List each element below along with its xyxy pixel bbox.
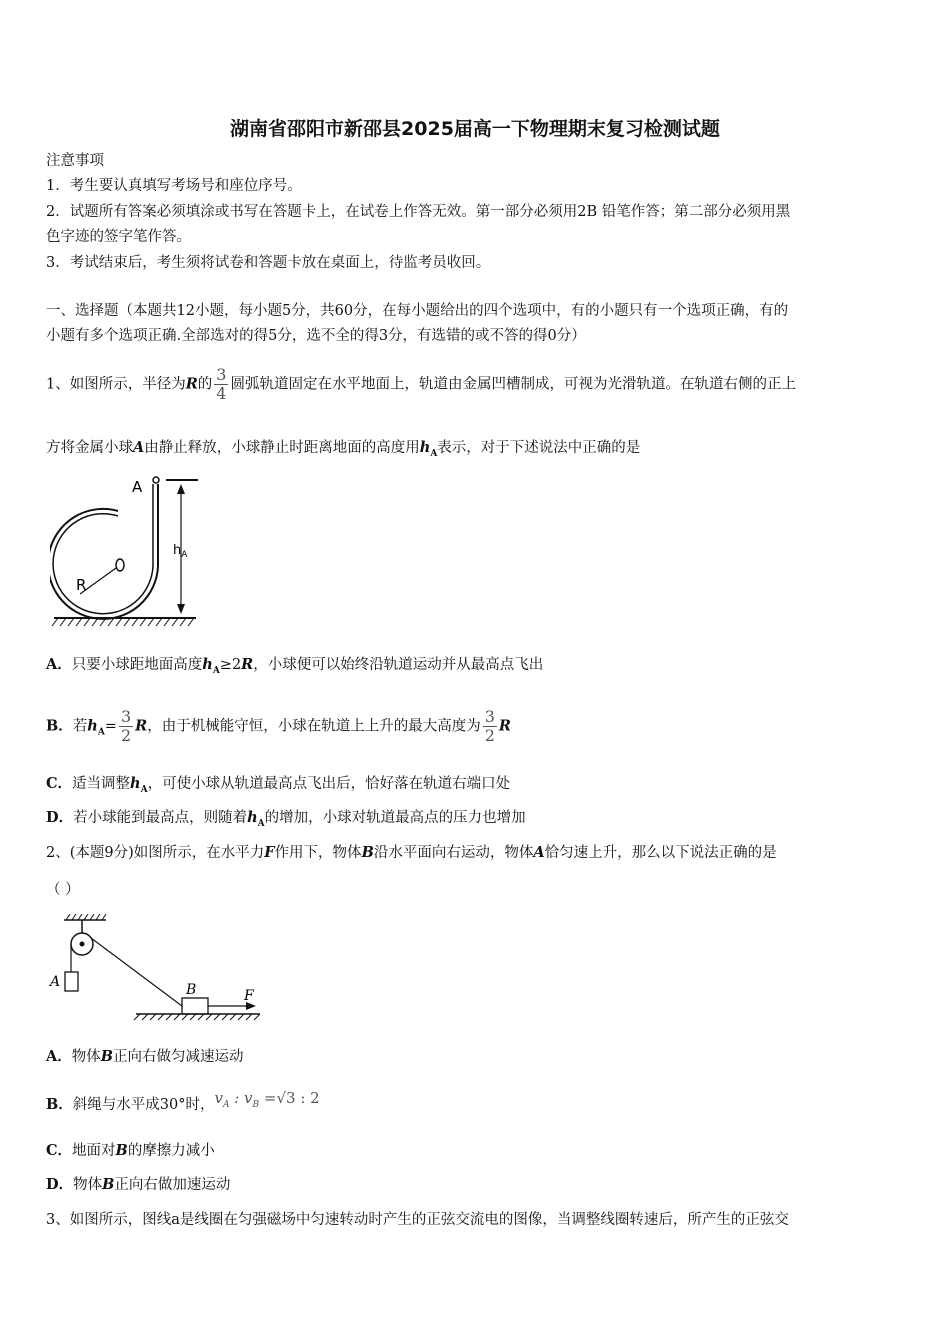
q3-stem-line1: 3、如图所示，图线a是线圈在匀强磁场中匀速转动时产生的正弦交流电的图像，当调整线圈转速后，所产生的正弦交 bbox=[46, 1212, 789, 1228]
q2-option-d: D．物体B正向右做加速运动 bbox=[46, 1176, 231, 1193]
q1-stem-line1: 1、如图所示，半径为R的 $\frac{3}{4}$ 圆弧轨道固定在水平地面上，轨道由金属凹槽制成，可视为光滑轨道。在轨道右侧的正上 bbox=[46, 365, 796, 403]
page-title: 湖南省邵阳市新邵县2025届高一下物理期末复习检测试题 bbox=[230, 118, 720, 140]
q2-option-a: A．物体B正向右做匀减速运动 bbox=[46, 1048, 244, 1065]
radius-label: R bbox=[76, 576, 87, 594]
q2-stem-line1: 2、(本题9分)如图所示，在水平力F作用下，物体B沿水平面向右运动，物体A恰匀速上升，那么以下说法正确的是 bbox=[46, 844, 777, 861]
block-b-label: B bbox=[186, 982, 197, 998]
height-label: $h_A$ bbox=[173, 543, 188, 560]
q1-option-d: D．若小球能到最高点，则随着$h_A$的增加，小球对轨道最高点的压力也增加 bbox=[46, 809, 526, 829]
section-instructions-2: 小题有多个选项正确.全部选对的得5分，选不全的得3分，有选错的或不答的得0分） bbox=[46, 328, 586, 344]
section-instructions-1: 一、选择题（本题共12小题，每小题5分，共60分，在每小题给出的四个选项中，有的小题只有一个选项正确，有的 bbox=[46, 303, 789, 319]
q1-option-b: B．若$h_A=$ $\frac{3}{2}$ R，由于机械能守恒，小球在轨道上上升的最大高度为 $\frac{3}{2}$ R bbox=[46, 707, 511, 745]
q2-answer-paren: （ ） bbox=[46, 882, 80, 898]
q1-option-c: C．适当调整$h_A$，可使小球从轨道最高点飞出后，恰好落在轨道右端口处 bbox=[46, 775, 511, 795]
notice-item-3: 3．考试结束后，考生须将试卷和答题卡放在桌面上，待监考员收回。 bbox=[46, 255, 491, 271]
ball-a-label: A bbox=[132, 478, 143, 496]
notice-item-1: 1．考生要认真填写考场号和座位序号。 bbox=[46, 178, 302, 194]
block-a-label: A bbox=[50, 974, 61, 990]
fraction-three-halves: $\frac{3}{2}$ bbox=[120, 707, 132, 745]
notice-item-2: 2．试题所有答案必须填涂或书写在答题卡上，在试卷上作答无效。第一部分必须用2B 铅笔作答；第二部分必须用黑 bbox=[46, 204, 791, 220]
force-f-label: F bbox=[244, 988, 254, 1004]
q1-option-a: A．只要小球距地面高度$h_A\ge 2R$，小球便可以始终沿轨道运动并从最高点飞出 bbox=[46, 656, 544, 676]
q2-option-b: B．斜绳与水平成30°时，$v_A$ : $v_B =√3$ : 2 bbox=[46, 1089, 320, 1113]
fraction-three-quarters: $\frac{3}{4}$ bbox=[216, 365, 227, 403]
fraction-three-halves-2: $\frac{3}{2}$ bbox=[484, 707, 495, 745]
velocity-ratio: $v_A$ : $v_B$ bbox=[214, 1089, 260, 1110]
q1-stem-line2: 方将金属小球A由静止释放，小球静止时距离地面的高度用$h_A$表示，对于下述说法中正确的是 bbox=[46, 439, 641, 459]
q1-track-diagram bbox=[50, 470, 210, 630]
notice-heading: 注意事项 bbox=[46, 153, 104, 169]
notice-item-2-cont: 色字迹的签字笔作答。 bbox=[46, 229, 191, 245]
q2-pulley-diagram bbox=[48, 914, 268, 1030]
q2-option-c: C．地面对B的摩擦力减小 bbox=[46, 1142, 215, 1159]
